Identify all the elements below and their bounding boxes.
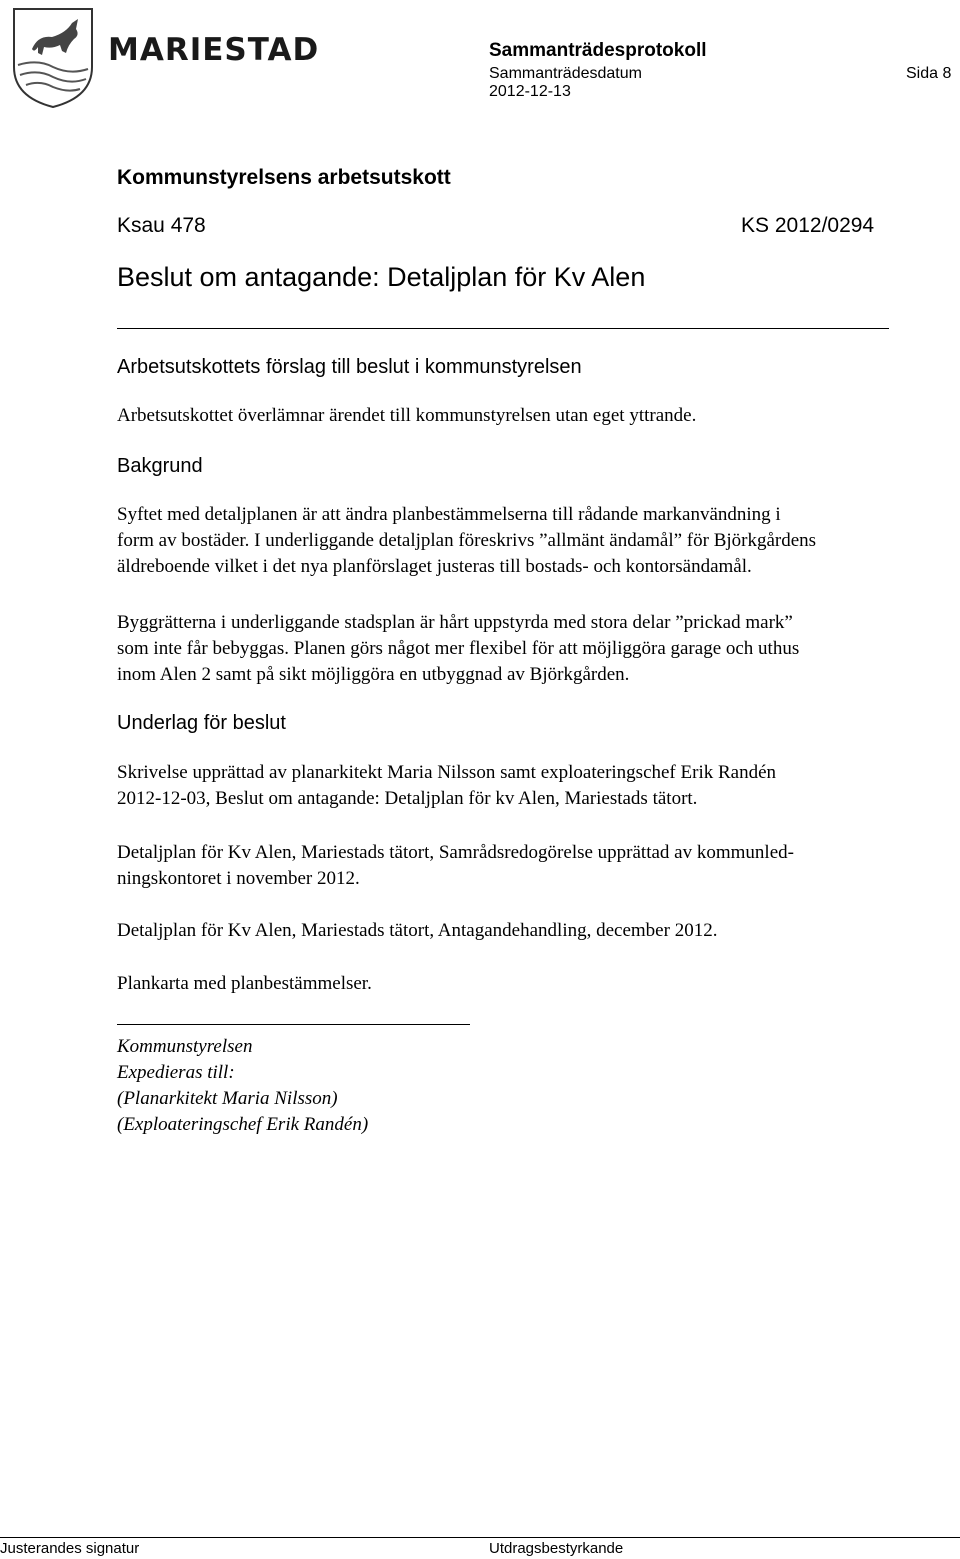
basis-item: Detaljplan för Kv Alen, Mariestads tätort, Antagandehandling, december 2012. [117, 920, 718, 941]
coat-of-arms-icon [8, 5, 98, 110]
divider [117, 328, 889, 329]
page-title: Beslut om antagande: Detaljplan för Kv Alen [117, 262, 646, 292]
recipient: Kommunstyrelsen [117, 1036, 253, 1057]
page-number: Sida 8 [906, 65, 952, 82]
basis-item [117, 840, 917, 892]
meeting-date-label: Sammanträdesdatum [489, 65, 642, 82]
logo-wordmark: MARIESTAD [108, 32, 320, 68]
paragraph-line: Syftet med detaljplanen är att ändra planbestämmelserna till rådande markanvändning i [117, 504, 781, 525]
footer-divider [0, 1537, 960, 1538]
paragraph-line: ningskontoret i november 2012. [117, 868, 360, 889]
signature-label: Justerandes signatur [0, 1540, 140, 1557]
basis-item: Plankarta med planbestämmelser. [117, 973, 372, 994]
sent-to-label: Expedieras till: [117, 1062, 235, 1083]
divider [117, 1024, 470, 1025]
background-paragraph [117, 502, 917, 580]
protocol-title: Sammanträdesprotokoll [489, 40, 707, 61]
background-paragraph [117, 610, 917, 688]
paragraph-line: äldreboende vilket i det nya planförslaget justeras till bostads- och kontorsändamål. [117, 556, 752, 577]
paragraph-line: som inte får bebyggas. Planen görs något mer flexibel för att möjliggöra garage och uthus [117, 638, 800, 659]
copy-recipient: (Planarkitekt Maria Nilsson) [117, 1088, 338, 1109]
meeting-date: 2012-12-13 [489, 83, 571, 100]
basis-item [117, 760, 917, 812]
ksau-number: Ksau 478 [117, 214, 206, 237]
committee-name: Kommunstyrelsens arbetsutskott [117, 166, 451, 189]
proposal-text: Arbetsutskottet överlämnar ärendet till kommunstyrelsen utan eget yttrande. [117, 405, 697, 426]
copy-recipient: (Exploateringschef Erik Randén) [117, 1114, 369, 1135]
paragraph-line: inom Alen 2 samt på sikt möjliggöra en utbyggnad av Björkgården. [117, 664, 630, 685]
certification-label: Utdragsbestyrkande [489, 1540, 624, 1557]
background-heading: Bakgrund [117, 455, 203, 477]
paragraph-line: Byggrätterna i underliggande stadsplan är hårt uppstyrda med stora delar ”prickad mark” [117, 612, 793, 633]
paragraph-line: 2012-12-03, Beslut om antagande: Detaljplan för kv Alen, Mariestads tätort. [117, 788, 698, 809]
case-number: KS 2012/0294 [741, 214, 875, 237]
proposal-heading: Arbetsutskottets förslag till beslut i kommunstyrelsen [117, 356, 582, 378]
distribution-list [117, 1034, 368, 1138]
paragraph-line: Detaljplan för Kv Alen, Mariestads tätort, Samrådsredogörelse upprättad av kommunled- [117, 842, 794, 863]
paragraph-line: Skrivelse upprättad av planarkitekt Maria Nilsson samt exploateringschef Erik Randén [117, 762, 777, 783]
paragraph-line: form av bostäder. I underliggande detaljplan föreskrivs ”allmänt ändamål” för Björkgårdens [117, 530, 817, 551]
basis-heading: Underlag för beslut [117, 712, 286, 734]
